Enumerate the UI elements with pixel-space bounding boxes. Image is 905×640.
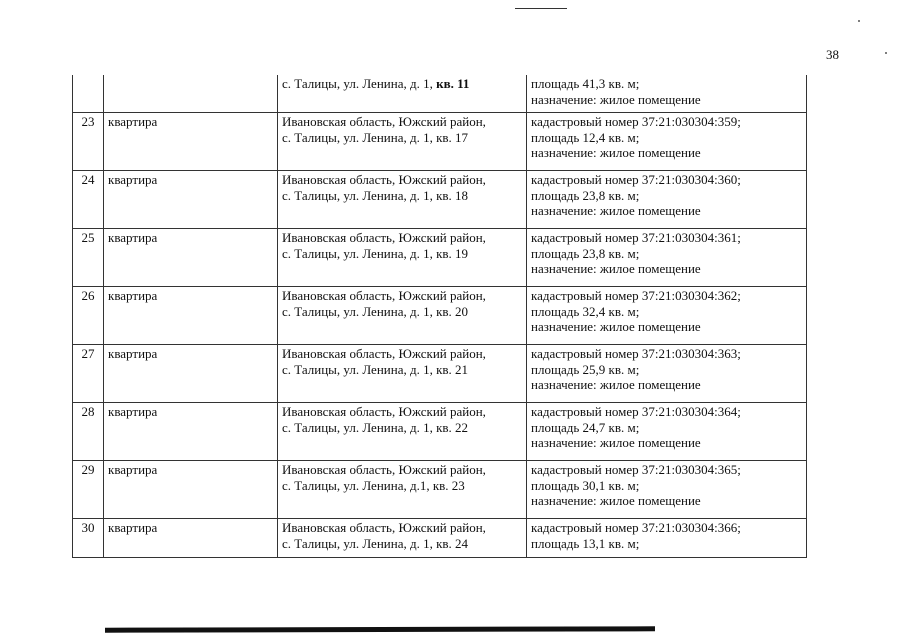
address-text: с. Талицы, ул. Ленина, д. 1,: [282, 76, 437, 91]
details-line: кадастровый номер 37:21:030304:362;: [531, 288, 741, 303]
row-number: 29: [81, 462, 95, 477]
property-type: квартира: [108, 230, 158, 245]
details-cell: [527, 171, 806, 228]
address-cell: [278, 287, 527, 344]
property-type: квартира: [108, 114, 158, 129]
num-cell: [73, 171, 104, 228]
details-line: кадастровый номер 37:21:030304:360;: [531, 172, 741, 187]
table-row: [73, 287, 806, 345]
details-cell: [527, 287, 806, 344]
num-cell: [73, 75, 104, 112]
address-line: с. Талицы, ул. Ленина, д. 1, кв. 24: [282, 535, 469, 551]
num-cell: [73, 519, 104, 557]
address-line: Ивановская область, Южский район,: [282, 230, 486, 245]
details-line: назначение: жилое помещение: [531, 377, 701, 392]
type-cell: [104, 75, 278, 112]
address-cell: [278, 229, 527, 286]
table-row: [73, 229, 806, 287]
type-cell: [104, 345, 278, 402]
scan-speck: [858, 20, 860, 22]
property-type: квартира: [108, 404, 158, 419]
address-cell: [278, 403, 527, 460]
table-row: [73, 461, 806, 519]
details-line: кадастровый номер 37:21:030304:363;: [531, 346, 741, 361]
top-rule: [515, 8, 567, 9]
details-line: площадь 23,8 кв. м;: [531, 187, 640, 203]
table-row: [73, 171, 806, 229]
scan-edge-bar: [105, 626, 655, 632]
property-type: квартира: [108, 462, 158, 477]
details-cell: [527, 519, 806, 557]
address-line: с. Талицы, ул. Ленина, д. 1, кв. 18: [282, 187, 469, 203]
row-number: 25: [81, 230, 95, 245]
row-number: 24: [81, 172, 95, 187]
details-line: назначение: жилое помещение: [531, 145, 701, 160]
details-line: площадь 25,9 кв. м;: [531, 361, 640, 377]
table-row: [73, 519, 806, 558]
details-line: назначение: жилое помещение: [531, 493, 701, 508]
address-line: Ивановская область, Южский район,: [282, 404, 486, 419]
details-cell: [527, 461, 806, 518]
address-line: с. Талицы, ул. Ленина, д. 1, кв. 21: [282, 361, 469, 377]
num-cell: [73, 113, 104, 170]
details-cell: [527, 113, 806, 170]
type-cell: [104, 287, 278, 344]
page-number: 38: [826, 47, 839, 62]
details-line: площадь 30,1 кв. м;: [531, 477, 640, 493]
address-line: с. Талицы, ул. Ленина, д. 1, кв. 17: [282, 129, 469, 145]
details-line: назначение: жилое помещение: [531, 435, 701, 450]
address-line: с. Талицы, ул. Ленина, д.1, кв. 23: [282, 477, 465, 493]
address-cell: [278, 171, 527, 228]
row-number: 27: [81, 346, 95, 361]
property-type: квартира: [108, 288, 158, 303]
num-cell: [73, 403, 104, 460]
details-cell: [527, 75, 806, 112]
num-cell: [73, 461, 104, 518]
row-number: 23: [81, 114, 95, 129]
address-bold: кв. 11: [436, 76, 470, 91]
table-row: [73, 403, 806, 461]
type-cell: [104, 461, 278, 518]
details-line: площадь 24,7 кв. м;: [531, 419, 640, 435]
details-line: назначение: жилое помещение: [531, 261, 701, 276]
address-cell: [278, 75, 527, 112]
details-line: кадастровый номер 37:21:030304:359;: [531, 114, 741, 129]
address-cell: [278, 519, 527, 557]
details-line: площадь 23,8 кв. м;: [531, 245, 640, 261]
row-number: 26: [81, 288, 95, 303]
num-cell: [73, 229, 104, 286]
address-line: Ивановская область, Южский район,: [282, 346, 486, 361]
address-line: Ивановская область, Южский район,: [282, 172, 486, 187]
table-row-continuation: [73, 75, 806, 113]
row-number: 30: [81, 520, 95, 535]
details-line: назначение: жилое помещение: [531, 319, 701, 334]
num-cell: [73, 345, 104, 402]
address-line: Ивановская область, Южский район,: [282, 288, 486, 303]
property-type: квартира: [108, 520, 158, 535]
details-cell: [527, 403, 806, 460]
details-line: назначение: жилое помещение: [531, 203, 701, 218]
address-line: Ивановская область, Южский район,: [282, 114, 486, 129]
details-cell: [527, 229, 806, 286]
address-cell: [278, 113, 527, 170]
address-line: Ивановская область, Южский район,: [282, 520, 486, 535]
type-cell: [104, 229, 278, 286]
details-line: площадь 32,4 кв. м;: [531, 303, 640, 319]
address-line: с. Талицы, ул. Ленина, д. 1, кв. 19: [282, 245, 469, 261]
property-table: [72, 75, 807, 558]
type-cell: [104, 113, 278, 170]
details-line: кадастровый номер 37:21:030304:361;: [531, 230, 741, 245]
details-line: назначение: жилое помещение: [531, 91, 701, 107]
address-cell: [278, 345, 527, 402]
table-row: [73, 113, 806, 171]
details-line: кадастровый номер 37:21:030304:365;: [531, 462, 741, 477]
type-cell: [104, 519, 278, 557]
address-cell: [278, 461, 527, 518]
details-line: площадь 41,3 кв. м;: [531, 76, 640, 91]
scan-speck: [885, 52, 887, 54]
details-line: кадастровый номер 37:21:030304:366;: [531, 520, 741, 535]
details-line: площадь 13,1 кв. м;: [531, 535, 640, 551]
address-line: с. Талицы, ул. Ленина, д. 1, кв. 20: [282, 303, 469, 319]
details-line: кадастровый номер 37:21:030304:364;: [531, 404, 741, 419]
property-type: квартира: [108, 172, 158, 187]
details-line: площадь 12,4 кв. м;: [531, 129, 640, 145]
type-cell: [104, 403, 278, 460]
num-cell: [73, 287, 104, 344]
details-cell: [527, 345, 806, 402]
address-line: Ивановская область, Южский район,: [282, 462, 486, 477]
table-row: [73, 345, 806, 403]
address-line: с. Талицы, ул. Ленина, д. 1, кв. 22: [282, 419, 469, 435]
property-type: квартира: [108, 346, 158, 361]
row-number: 28: [81, 404, 95, 419]
type-cell: [104, 171, 278, 228]
